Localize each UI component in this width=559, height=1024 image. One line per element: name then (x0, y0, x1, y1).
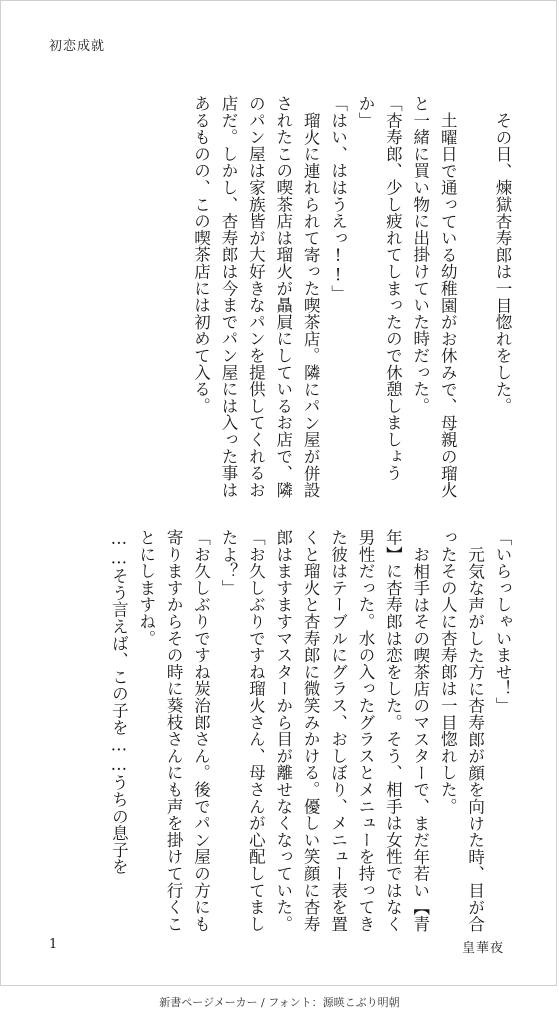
paragraph: 瑠火に連れられて寄った喫茶店。隣にパン屋が併設されたこの喫茶店は瑠火が贔屓にしているお店で、隣のパン屋は家族皆が大好きなパンを提供してくれるお店だ。しかし、杏寿郎は今までパン屋には入った事はあるものの、この喫茶店には初めて入る。 (191, 95, 321, 499)
paragraph-blank (461, 95, 488, 499)
footer-credit: 新書ページメーカー / フォント：源暎こぶり明朝 (159, 996, 400, 1009)
paragraph: ……そう言えば、この子を……うちの息子を (109, 529, 129, 875)
paragraph: 土曜日で通っている幼稚園がお休みで、母親の瑠火と一緒に買い物に出掛けていた時だった。 (410, 95, 458, 498)
paragraph: 「杏寿郎、少し疲れてしまったので休憩しましょうか」 (355, 95, 403, 482)
paragraph: 「お久しぶりですね炭治郎さん。後でパン屋の方にも寄りますからその時に葵枝さんにも声を掛けて行くことにしますね。 (136, 529, 211, 933)
upper-text-block (36, 95, 516, 499)
lower-text-block (36, 529, 516, 933)
paragraph: その日、煉獄杏寿郎は一目惚れをした。 (493, 111, 512, 414)
paragraph: 「いらっしゃいませ！」 (493, 529, 512, 714)
paragraph: 「はい、ははうえっ!!」 (328, 95, 348, 302)
running-header-title: 初恋成就 (49, 39, 106, 54)
page-number: 1 (49, 937, 58, 952)
paragraph: お相手はその喫茶店のマスターで、まだ年若い【青年】に杏寿郎は恋をした。そう、相手は女性ではなく男性だった。水の入ったグラスとメニューを持ってきた彼はテーブルにグラス、おしぼり、メニュー表を置くと瑠火と杏寿郎に微笑みかける。優しい笑顔に杏寿郎はますますマスターから目が離せなくなっていた。 (273, 529, 430, 933)
paragraph: 「お久しぶりですね瑠火さん、母さんが心配してましたよ？」 (218, 529, 266, 933)
author-name: 皇華夜 (461, 941, 504, 956)
paragraph: 元気な声がした方に杏寿郎が顔を向けた時、目が合ったその人に杏寿郎は一目惚れした。 (438, 529, 485, 932)
